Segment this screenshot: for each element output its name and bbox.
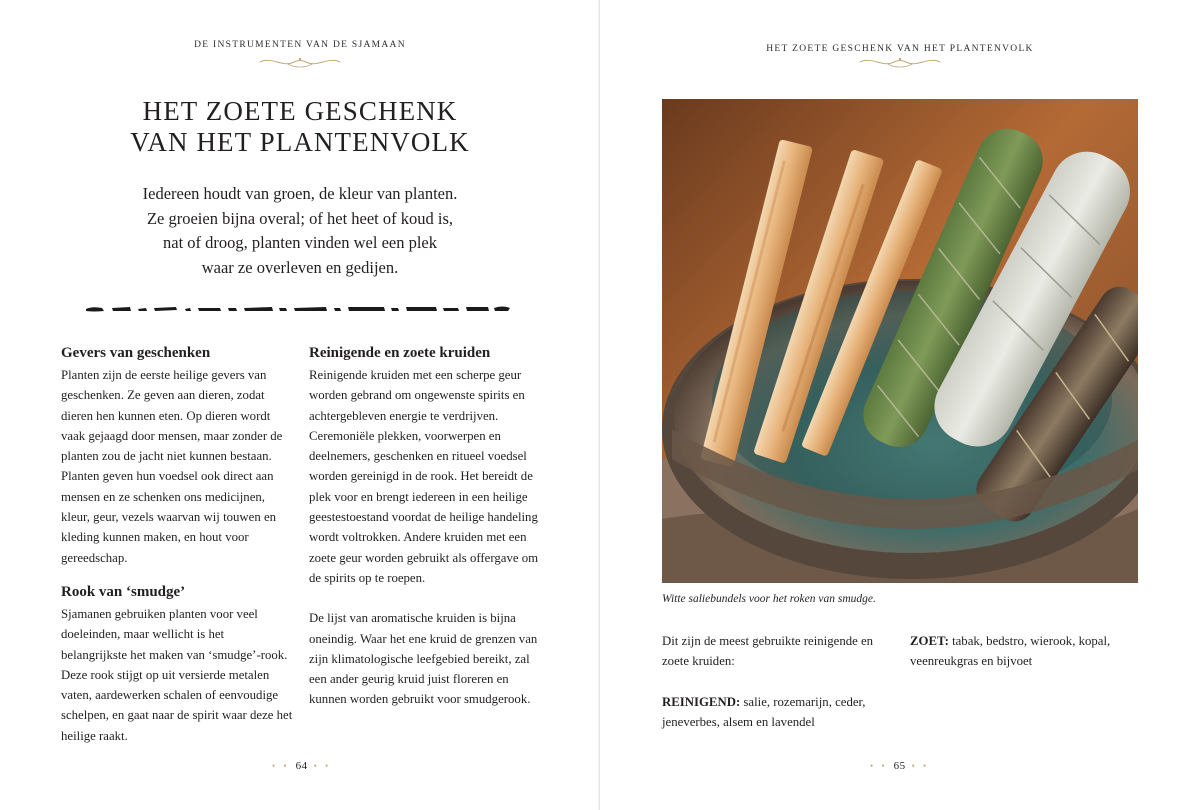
section-heading-gifts: Gevers van geschenken [61, 345, 211, 361]
right-column-2 [910, 631, 1150, 672]
cleansing-herbs-list [662, 692, 892, 733]
sweet-herbs-list [910, 631, 1150, 672]
section-text-gifts: Planten zijn de eerste heilige gevers van geschenken. Ze geven aan dieren, zodat dieren hen kunnen eten. Op dieren wordt vaak gejaagd door mensen, maar zonder de planten zou de jacht niet kunnen bestaan. Planten geven hun voedsel ook direct aan mensen en ze schenken ons medicijnen, kleur, geur, vezels waarvan wij touwen en kleding kunnen maken, en hout voor gereedschap. [61, 368, 283, 565]
folio-left [272, 760, 331, 772]
ornament-flourish-left [258, 55, 342, 69]
section-heading-herbs: Reinigende en zoete kruiden [309, 345, 491, 361]
cleansing-text: salie, rozemarijn, ceder, jeneverbes, alsem en lavendel [662, 694, 866, 729]
chapter-title-line-1: HET ZOETE GESCHENK [142, 96, 458, 126]
right-column-1 [662, 631, 892, 732]
chapter-title [60, 96, 540, 158]
photo-caption: Witte saliebundels voor het roken van smudge. [662, 593, 876, 605]
intro-line: waar ze overleven en gedijen. [201, 257, 399, 277]
sweet-text: tabak, bedstro, wierook, kopal, veenreukgras en bijvoet [910, 634, 1111, 669]
folio-ornament: • • [313, 761, 332, 771]
chapter-title-line-2: VAN HET PLANTENVOLK [130, 127, 470, 157]
column-2 [309, 343, 545, 710]
photo-sage-bundles-in-shell [662, 99, 1138, 583]
folio-right [870, 760, 929, 772]
folio-ornament: • • [870, 761, 888, 771]
section-text-herbs-2: De lijst van aromatische kruiden is bijna oneindig. Waar het ene kruid de grenzen van zijn klimatologische leefgebied bereikt, zal een ander geurig kruid juist floreren en kunnen worden gebruikt voor smudgerook. [309, 611, 538, 707]
intro-line: Ze groeien bijna overal; of het heet of koud is, [146, 208, 454, 228]
section-text-smudge: Sjamanen gebruiken planten voor veel doeleinden, maar wellicht is het belangrijkste het maken van ‘smudge’-rook. Deze rook stijgt op uit versierde metalen vaten, aardewerken schalen of eenvoudige schelpen, en gaat naar de spirit waar deze het heilige raakt. [61, 606, 293, 743]
cleansing-label: REINIGEND: [662, 694, 741, 709]
page-number-left: 64 [295, 760, 308, 772]
folio-ornament: • • [911, 761, 930, 771]
intro-line: nat of droog, planten vinden wel een plek [163, 233, 437, 252]
running-head-left: DE INSTRUMENTEN VAN DE SJAMAAN [194, 40, 406, 50]
section-heading-smudge: Rook van ‘smudge’ [61, 583, 186, 600]
page-number-right: 65 [893, 760, 906, 772]
right-page [600, 0, 1200, 810]
folio-ornament: • • [272, 761, 290, 771]
running-head-right: HET ZOETE GESCHENK VAN HET PLANTENVOLK [766, 44, 1034, 54]
column-1 [61, 343, 293, 746]
section-text-herbs: Reinigende kruiden met een scherpe geur worden gebrand om ongewenste spirits en achtergebleven energie te verdrijven. Ceremoniële plekken, voorwerpen en deelnemers, geschenken en ritueel voedsel worden gereinigd in de rook. Het bereidt de plek voor en brengt iedereen in een heilige geestestoestand voordat de heilige handeling wordt voltrokken. Andere kruiden met een zoete geur worden gebruikt als offergave om de spirits op te roepen. [309, 368, 539, 585]
herbs-intro-text: Dit zijn de meest gebruikte reinigende en zoete kruiden: [662, 634, 874, 669]
brush-stroke-divider [86, 300, 510, 316]
intro-line: Iedereen houdt van groen, de kleur van planten. [142, 184, 458, 203]
intro-paragraph [80, 182, 520, 280]
ornament-flourish-right [858, 55, 942, 69]
sweet-label: ZOET: [910, 634, 949, 648]
